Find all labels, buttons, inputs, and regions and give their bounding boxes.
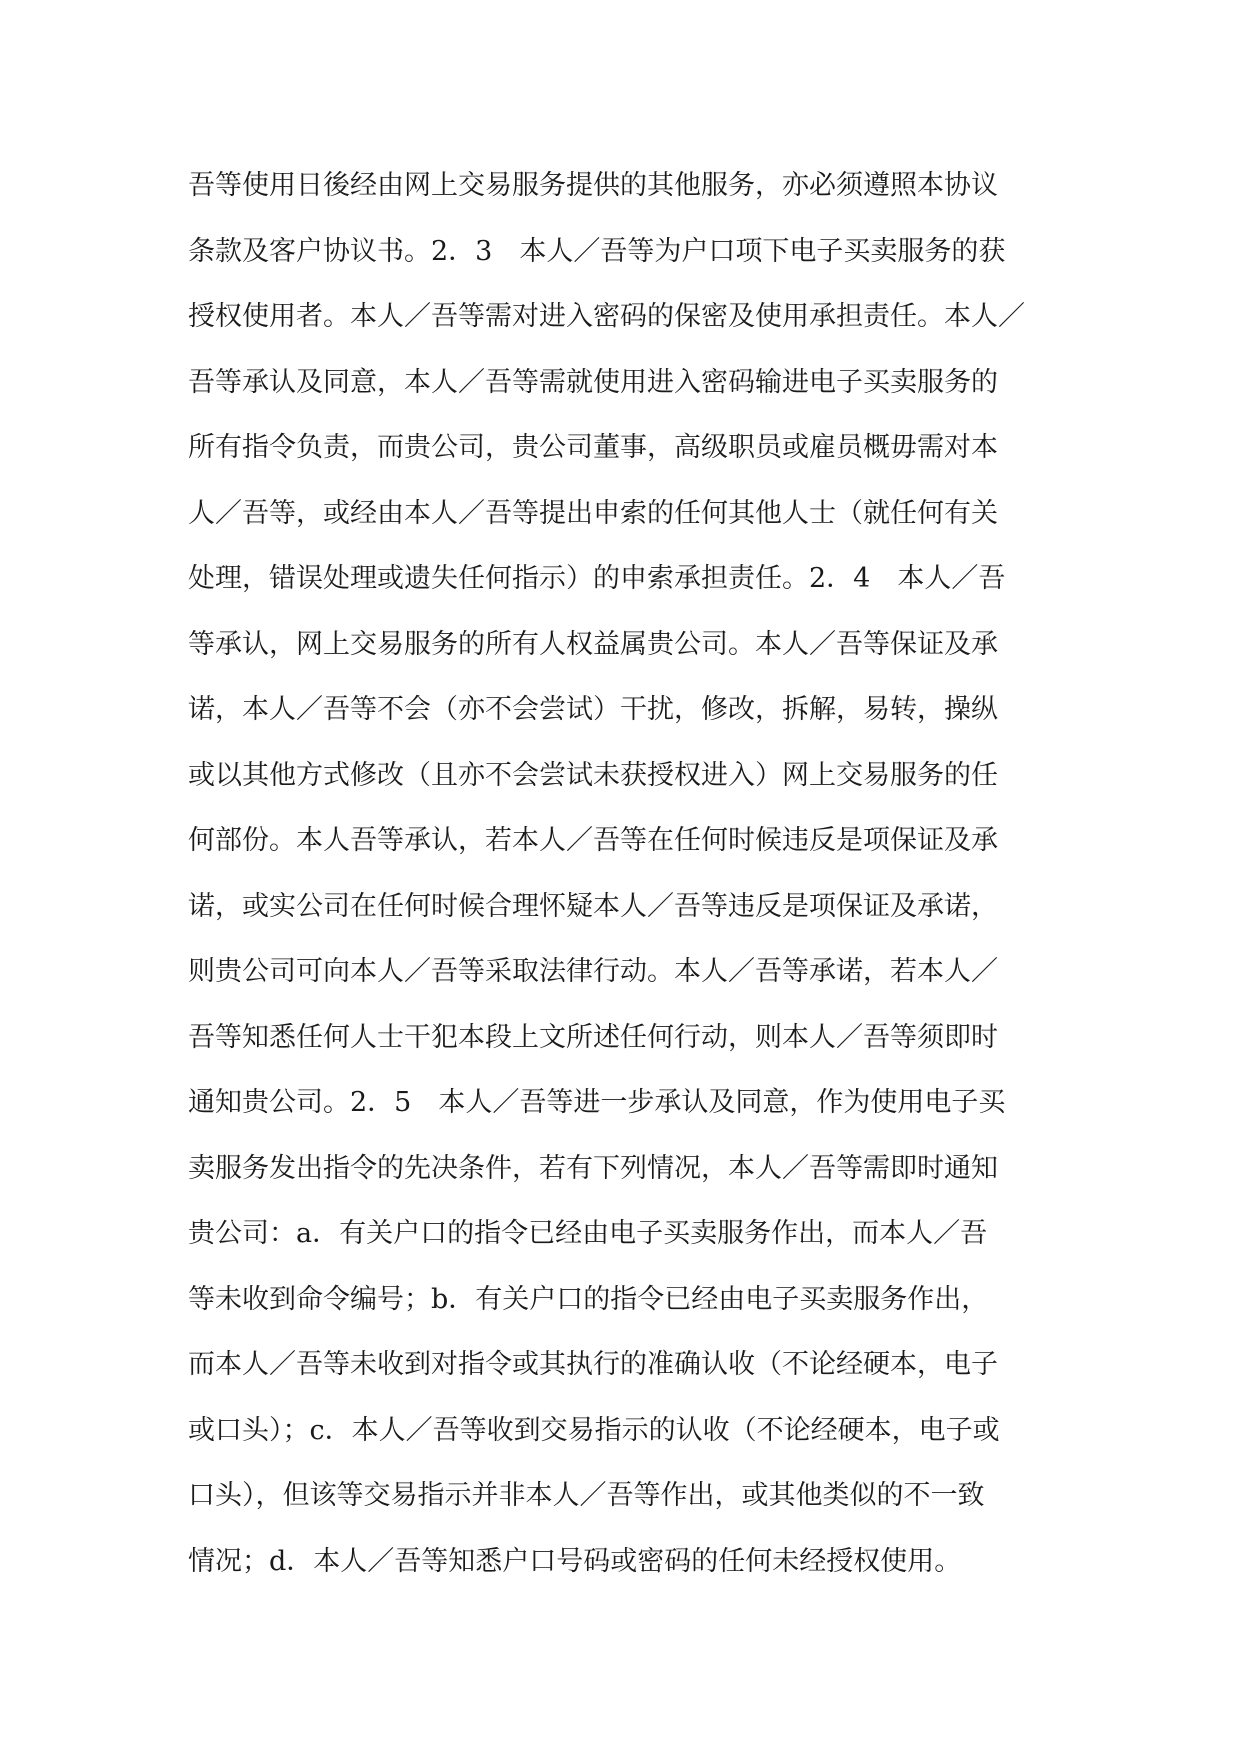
text-line: 所有指令负责，而贵公司，贵公司董事，高级职员或雇员概毋需对本	[188, 432, 998, 463]
text-line: 何部份。本人吾等承认，若本人／吾等在任何时候违反是项保证及承	[188, 825, 998, 856]
text-line: 授权使用者。本人／吾等需对进入密码的保密及使用承担责任。本人／	[188, 301, 1025, 332]
text-line: 诺，本人／吾等不会（亦不会尝试）干扰，修改，拆解，易转，操纵	[188, 694, 998, 725]
text-line: 或口头）；c．本人／吾等收到交易指示的认收（不论经硬本，电子或	[188, 1414, 1000, 1446]
text-line: 贵公司：a．有关户口的指令已经由电子买卖服务作出，而本人／吾	[188, 1218, 988, 1249]
text-line: 情况；d．本人／吾等知悉户口号码或密码的任何未经授权使用。	[188, 1545, 962, 1577]
text-line: 处理，错误处理或遗失任何指示）的申索承担责任。2．4 本人／吾	[188, 563, 1006, 594]
text-line: 诺，或实公司在任何时候合理怀疑本人／吾等违反是项保证及承诺，	[188, 890, 998, 922]
text-line: 条款及客户协议书。2．3 本人／吾等为户口项下电子买卖服务的获	[188, 235, 1006, 267]
text-line: 或以其他方式修改（且亦不会尝试未获授权进入）网上交易服务的任	[188, 759, 998, 791]
text-line: 吾等使用日後经由网上交易服务提供的其他服务，亦必须遵照本协议	[188, 170, 998, 201]
text-line: 吾等知悉任何人士干犯本段上文所述任何行动，则本人／吾等须即时	[188, 1021, 998, 1053]
body-text	[188, 153, 1088, 1594]
text-line: 则贵公司可向本人／吾等采取法律行动。本人／吾等承诺，若本人／	[188, 956, 998, 987]
text-line: 等承认，网上交易服务的所有人权益属贵公司。本人／吾等保证及承	[188, 628, 998, 660]
text-line: 口头），但该等交易指示并非本人／吾等作出，或其他类似的不一致	[188, 1480, 985, 1511]
text-line: 吾等承认及同意，本人／吾等需就使用进入密码输进电子买卖服务的	[188, 366, 998, 398]
text-line: 卖服务发出指令的先决条件，若有下列情况，本人／吾等需即时通知	[188, 1152, 998, 1184]
text-line: 等未收到命令编号；b．有关户口的指令已经由电子买卖服务作出，	[188, 1283, 989, 1315]
text-line: 人／吾等，或经由本人／吾等提出申索的任何其他人士（就任何有关	[188, 497, 998, 529]
text-line: 而本人／吾等未收到对指令或其执行的准确认收（不论经硬本，电子	[188, 1349, 998, 1380]
text-line: 通知贵公司。2．5 本人／吾等进一步承认及同意，作为使用电子买	[188, 1087, 1006, 1118]
